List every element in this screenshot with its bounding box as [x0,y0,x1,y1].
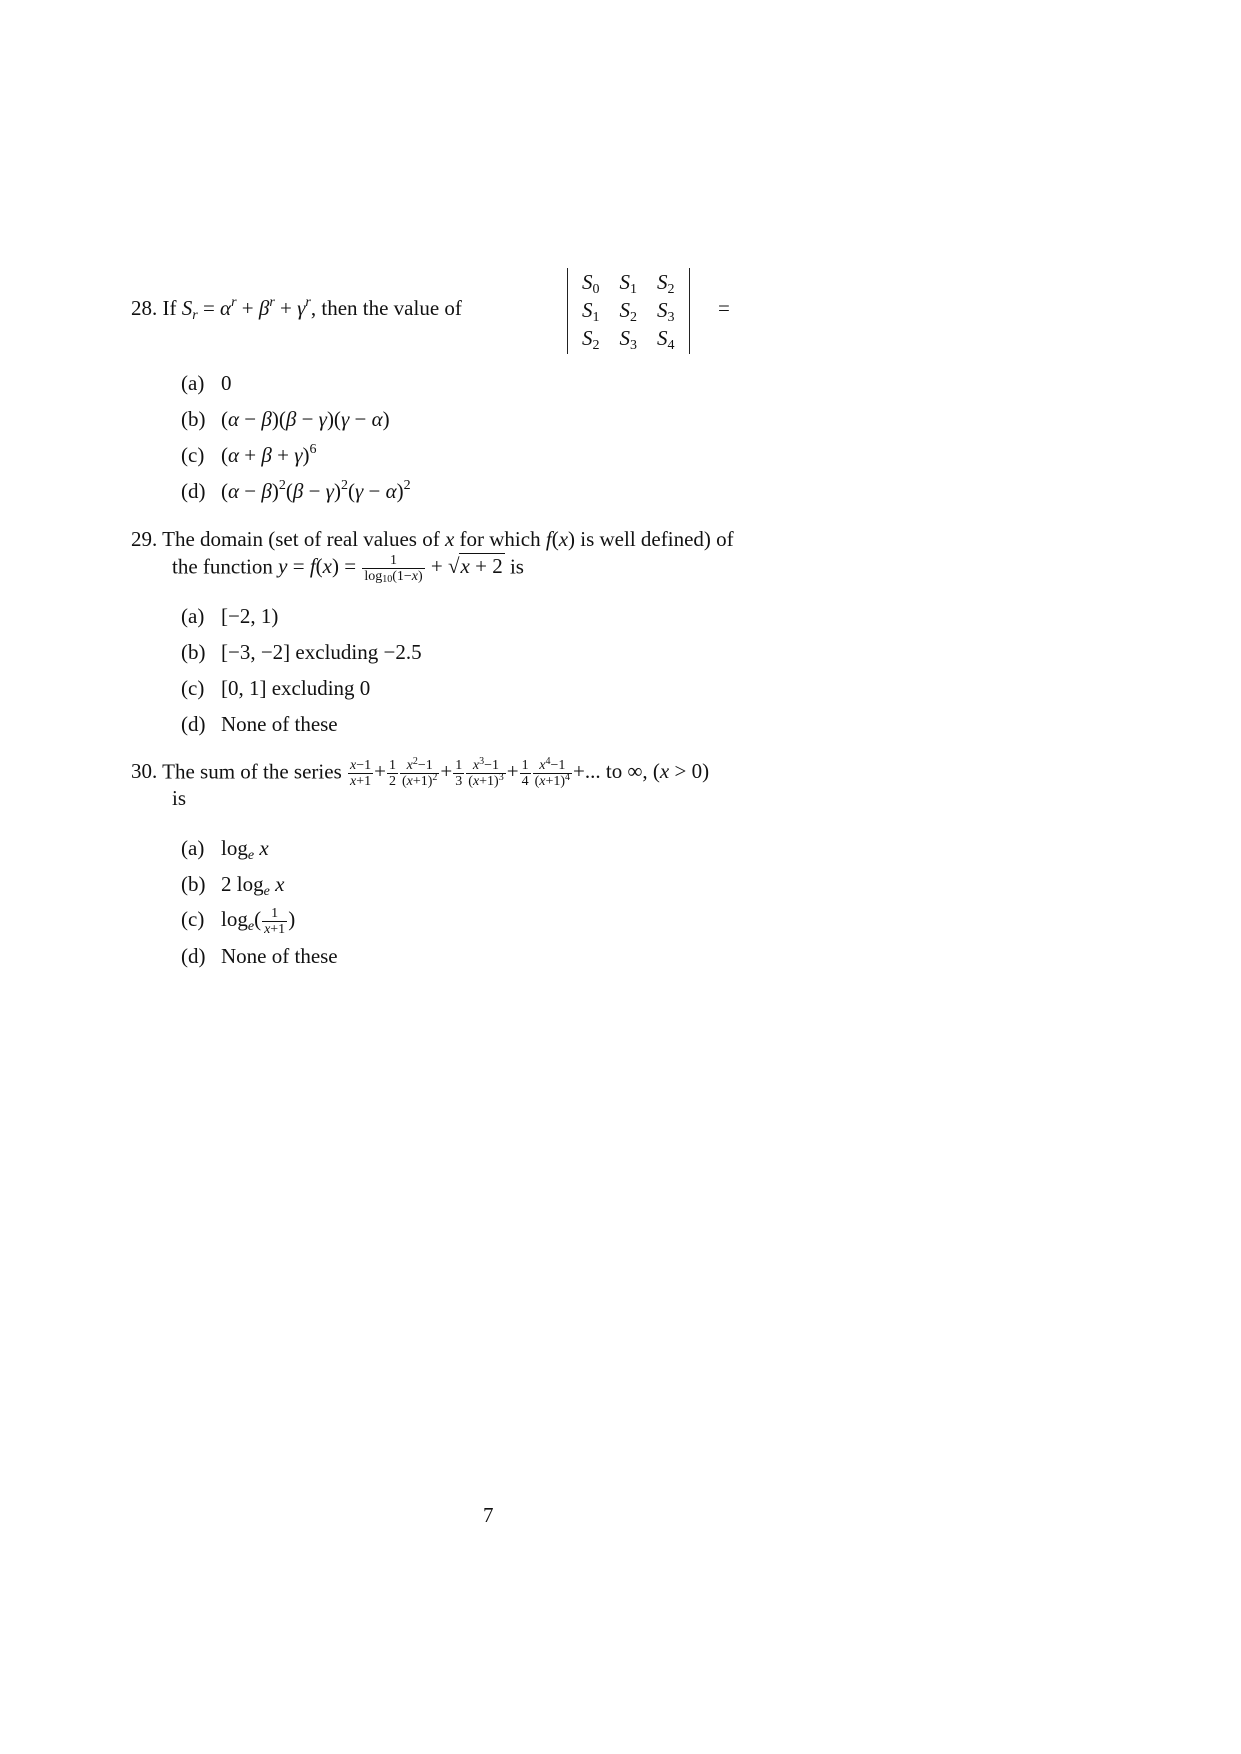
option-30d[interactable] [181,944,338,969]
option-28b[interactable] [181,407,390,432]
matrix-cell: $S_3$ [657,297,675,325]
series-expression: $\frac{x-1}{x+1}$ + $\frac{1}{2}$ $\frac{x^2-1}{(x+1)^2}$ + $\frac{1}{3}$ $\frac{x^3-1}{(x+1)^3}$ + $\frac{1}{4}$ $\frac{x^4-1}{(x+1)^4}$ +... to ∞, (x > 0) [350,756,710,789]
option-text: 2 $\log_e x$ [221,872,285,899]
question-29-stem-line2 [172,553,524,584]
question-prefix: If [162,296,182,320]
page-number: 7 [483,1503,494,1527]
matrix-row [572,324,685,352]
matrix-cell: $S_3$ [619,325,637,353]
question-stem-text: , then the value of [310,296,462,320]
option-text: (α − β)(β − γ)(γ − α) [221,407,390,431]
question-30-stem-line2: is [172,786,187,810]
question-number: 28. [131,296,158,320]
question-28-stem [131,296,462,321]
matrix-cell: $S_2$ [582,325,600,353]
matrix-row [572,296,685,324]
option-29b[interactable] [181,640,422,665]
question-text-prefix: the function [172,554,273,579]
question-text-prefix: The sum of the series [162,759,342,784]
function-definition: y = f(x) = $\frac{1}{\log_{10}(1-x)}$ + √x + 2 [278,553,503,585]
option-text: 0 [221,371,232,395]
question-text: The domain (set of real values of x for which f(x) is well defined) of [162,527,734,551]
option-label: (d) [181,479,206,503]
sr-definition: $S_r = \alpha^r + \beta^r + \gamma^r$ [181,295,311,323]
matrix-cell: $S_1$ [619,269,637,297]
matrix-cell: $S_1$ [582,297,600,325]
matrix-cell: $S_2$ [657,269,675,297]
matrix-row [572,268,685,296]
option-label: (d) [181,712,206,736]
option-label: (a) [181,836,205,860]
option-text: $\log_e$( $\frac{1}{x+1}$ ) [221,906,296,937]
question-29-stem-line1 [131,527,734,552]
option-label: (b) [181,640,206,664]
question-30-stem-line1 [131,758,709,789]
option-text: $(\alpha - \beta)^2(\beta - \gamma)^2(\gamma - \alpha)^2$ [221,478,411,503]
option-28c[interactable] [181,443,316,468]
option-28d[interactable] [181,479,411,504]
question-number: 30. [131,759,158,784]
option-text: None of these [221,944,338,968]
option-label: (c) [181,443,205,467]
option-label: (a) [181,371,205,395]
option-label: (d) [181,944,206,968]
option-label: (c) [181,907,205,932]
option-label: (c) [181,676,205,700]
determinant-matrix [567,268,690,354]
option-text: [−2, 1) [221,604,279,628]
option-28a[interactable] [181,371,232,396]
option-text: $(\alpha + \beta + \gamma)^6$ [221,442,317,467]
matrix-cell: $S_2$ [619,297,637,325]
option-29d[interactable] [181,712,338,737]
option-label: (b) [181,407,206,431]
option-29a[interactable] [181,604,278,629]
question-text-suffix: is [509,554,524,579]
matrix-cell: $S_4$ [657,325,675,353]
option-text: $\log_e x$ [221,836,269,863]
equals-sign: = [718,296,730,320]
option-30a[interactable] [181,836,269,861]
option-text: None of these [221,712,338,736]
option-text: [−3, −2] excluding −2.5 [221,640,422,664]
fraction: $\frac{1}{\log_{10}(1-x)}$ [364,553,423,585]
option-30c[interactable] [181,906,295,937]
matrix-cell: $S_0$ [582,269,600,297]
option-text: [0, 1] excluding 0 [221,676,371,700]
option-30b[interactable] [181,872,284,897]
option-label: (b) [181,872,206,896]
question-number: 29. [131,527,158,551]
series-tail: +... to ∞, (x > 0) [573,759,710,784]
option-label: (a) [181,604,205,628]
option-29c[interactable] [181,676,370,701]
